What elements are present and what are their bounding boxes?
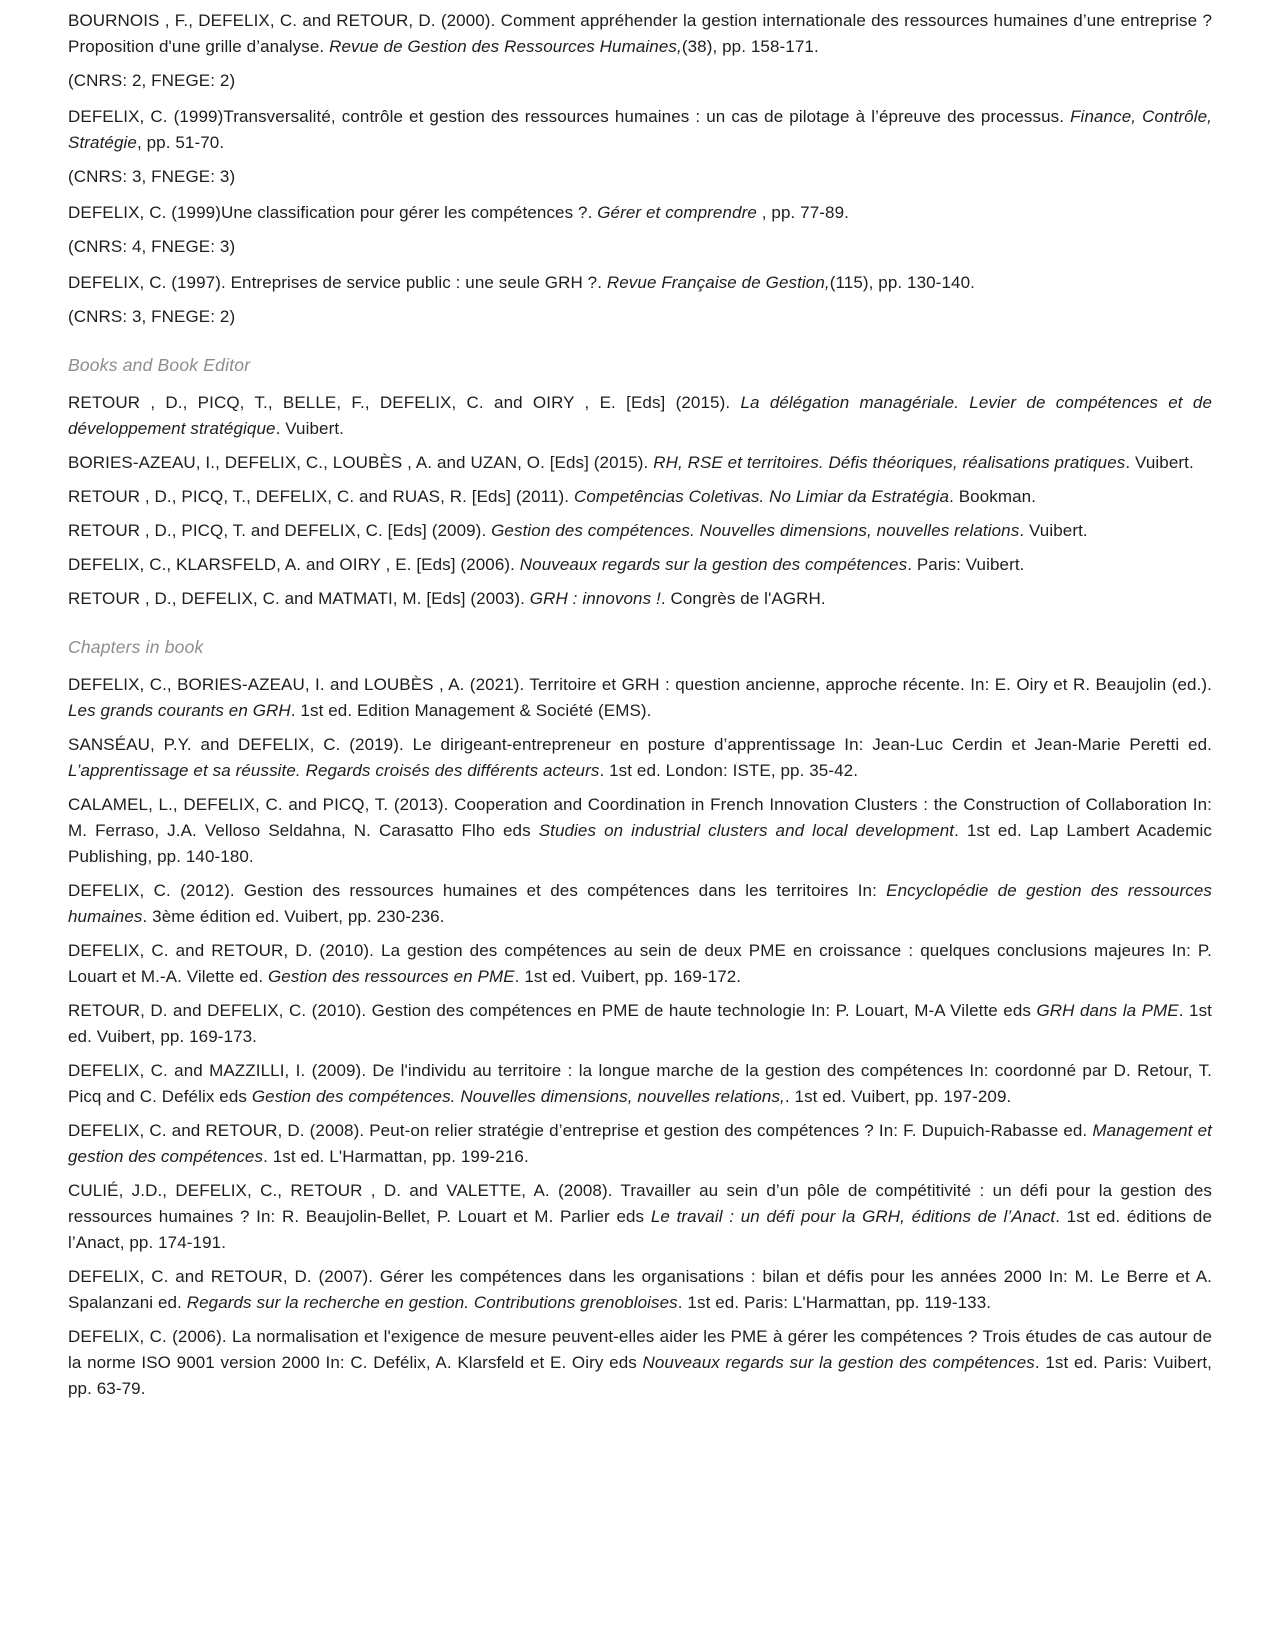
reference-entry	[68, 1118, 1212, 1170]
text-run: SANSÉAU, P.Y. and DEFELIX, C. (2019). Le dirigeant-entrepreneur en posture d’apprentissage In: Jean-Luc Cerdin et Jean-Marie Peretti ed.	[68, 735, 1212, 754]
text-run: RETOUR , D., PICQ, T., BELLE, F., DEFELIX, C. and OIRY , E. [Eds] (2015).	[68, 393, 741, 412]
text-run: CALAMEL, L., DEFELIX, C. and PICQ, T. (2013). Cooperation and Coordination in French Innovation Clusters : the Construction of Collaboration In: M. Ferraso, J.A. Velloso Seldahna, N. Carasatto Flho eds	[68, 795, 1212, 840]
italic-text-run: Encyclopédie de gestion des ressources humaines	[68, 881, 1212, 926]
reference-entry	[68, 1324, 1212, 1402]
reference-entry	[68, 1058, 1212, 1110]
reference-entry	[68, 200, 1212, 226]
text-run: BORIES-AZEAU, I., DEFELIX, C., LOUBÈS , A. and UZAN, O. [Eds] (2015).	[68, 453, 654, 472]
italic-text-run: La délégation managériale. Levier de compétences et de développement stratégique	[68, 393, 1212, 438]
reference-entry	[68, 518, 1212, 544]
text-run: . 1st ed. Paris: Vuibert, pp. 63-79.	[68, 1353, 1212, 1398]
text-run: . 1st ed. Paris: L'Harmattan, pp. 119-133.	[677, 1293, 992, 1312]
text-run: . Congrès de l'AGRH.	[660, 589, 826, 608]
italic-text-run: Le travail : un défi pour la GRH, éditions de l’Anact	[650, 1207, 1056, 1226]
reference-entry	[68, 270, 1212, 296]
text-run: DEFELIX, C., BORIES-AZEAU, I. and LOUBÈS , A. (2021). Territoire et GRH : question ancienne, approche récente. In: E. Oiry et R. Beaujolin (ed.).	[68, 675, 1212, 694]
publications-list	[68, 8, 1212, 1402]
reference-entry	[68, 104, 1212, 156]
text-run: , pp. 51-70.	[136, 133, 225, 152]
text-run: DEFELIX, C. and RETOUR, D. (2007). Gérer les compétences dans les organisations : bilan et défis pour les années 2000 In: M. Le Berre et A. Spalanzani ed.	[68, 1267, 1212, 1312]
italic-text-run: Gestion des compétences. Nouvelles dimensions, nouvelles relations	[491, 521, 1020, 540]
reference-entry	[68, 8, 1212, 60]
reference-entry	[68, 878, 1212, 930]
text-run: , pp. 77-89.	[756, 203, 849, 222]
text-run: DEFELIX, C. and MAZZILLI, I. (2009). De l'individu au territoire : la longue marche de la gestion des compétences In: coordonné par D. Retour, T. Picq and C. Defélix eds	[68, 1061, 1212, 1106]
text-run: . Paris: Vuibert.	[907, 555, 1025, 574]
text-run: RETOUR , D., PICQ, T. and DEFELIX, C. [Eds] (2009).	[68, 521, 492, 540]
text-run: DEFELIX, C., KLARSFELD, A. and OIRY , E. [Eds] (2006).	[68, 555, 520, 574]
section-heading: Chapters in book	[68, 637, 204, 657]
text-run: DEFELIX, C. and RETOUR, D. (2008). Peut-on relier stratégie d’entreprise et gestion des compétences ? In: F. Dupuich-Rabasse ed.	[68, 1121, 1093, 1140]
text-run: . Bookman.	[949, 487, 1037, 506]
text-run: RETOUR, D. and DEFELIX, C. (2010). Gestion des compétences en PME de haute technologie In: P. Louart, M-A Vilette eds	[68, 1001, 1037, 1020]
italic-text-run: RH, RSE et territoires. Défis théoriques, réalisations pratiques	[653, 453, 1126, 472]
italic-text-run: Revue de Gestion des Ressources Humaines,	[329, 37, 682, 56]
text-run: DEFELIX, C. (1999)Une classification pour gérer les compétences ?.	[68, 203, 598, 222]
reference-entry	[68, 998, 1212, 1050]
text-run: DEFELIX, C. (1997). Entreprises de service public : une seule GRH ?.	[68, 273, 607, 292]
italic-text-run: Studies on industrial clusters and local development	[538, 821, 955, 840]
text-run: . Vuibert.	[1125, 453, 1194, 472]
text-run: DEFELIX, C. (1999)Transversalité, contrôle et gestion des ressources humaines : un cas de pilotage à l’épreuve des processus.	[68, 107, 1071, 126]
italic-text-run: Competências Coletivas. No Limiar da Estratégia	[573, 487, 950, 506]
section-heading: Books and Book Editor	[68, 355, 251, 375]
reference-entry	[68, 1178, 1212, 1256]
text-run: . Vuibert.	[1019, 521, 1088, 540]
italic-text-run: L’apprentissage et sa réussite. Regards croisés des différents acteurs	[68, 761, 600, 780]
text-run: . 1st ed. Vuibert, pp. 197-209.	[784, 1087, 1012, 1106]
text-run: (CNRS: 3, FNEGE: 2)	[68, 307, 236, 326]
text-run: DEFELIX, C. (2006). La normalisation et l'exigence de mesure peuvent-elles aider les PME à gérer les compétences ? Trois études de cas autour de la norme ISO 9001 version 2000 In: C. Defélix, A. Klarsfeld et E. Oiry eds	[68, 1327, 1212, 1372]
text-run: . 1st ed. Edition Management & Société (EMS).	[290, 701, 652, 720]
reference-entry	[68, 672, 1212, 724]
text-run: . 1st ed. L'Harmattan, pp. 199-216.	[263, 1147, 529, 1166]
rating-line	[68, 234, 1212, 260]
section-chapters-in-book	[68, 634, 1212, 1402]
text-run: . 3ème édition ed. Vuibert, pp. 230-236.	[142, 907, 445, 926]
reference-entry	[68, 792, 1212, 870]
text-run: RETOUR , D., DEFELIX, C. and MATMATI, M. [Eds] (2003).	[68, 589, 530, 608]
text-run: (CNRS: 2, FNEGE: 2)	[68, 71, 236, 90]
text-run: (CNRS: 4, FNEGE: 3)	[68, 237, 236, 256]
italic-text-run: Nouveaux regards sur la gestion des compétences	[519, 555, 908, 574]
text-run: (38), pp. 158-171.	[681, 37, 819, 56]
text-run: (115), pp. 130-140.	[829, 273, 975, 292]
section-journal-articles-continued	[68, 8, 1212, 330]
italic-text-run: Revue Française de Gestion,	[606, 273, 830, 292]
italic-text-run: Finance, Contrôle, Stratégie	[68, 107, 1212, 152]
text-run: RETOUR , D., PICQ, T., DEFELIX, C. and RUAS, R. [Eds] (2011).	[68, 487, 574, 506]
reference-entry	[68, 586, 1212, 612]
reference-entry	[68, 484, 1212, 510]
reference-entry	[68, 552, 1212, 578]
rating-line	[68, 68, 1212, 94]
italic-text-run: Regards sur la recherche en gestion. Contributions grenobloises	[186, 1293, 678, 1312]
italic-text-run: Management et gestion des compétences	[68, 1121, 1212, 1166]
text-run: (CNRS: 3, FNEGE: 3)	[68, 167, 236, 186]
italic-text-run: GRH : innovons !	[529, 589, 661, 608]
reference-entry	[68, 1264, 1212, 1316]
text-run: CULIÉ, J.D., DEFELIX, C., RETOUR , D. and VALETTE, A. (2008). Travailler au sein d’un pôle de compétitivité : un défi pour la gestion des ressources humaines ? In: R. Beaujolin-Bellet, P. Louart et M. Parlier eds	[68, 1181, 1212, 1226]
text-run: BOURNOIS , F., DEFELIX, C. and RETOUR, D. (2000). Comment appréhender la gestion internationale des ressources humaines d’une entreprise ? Proposition d'une grille d’analyse.	[68, 11, 1212, 56]
text-run: . Vuibert.	[275, 419, 344, 438]
rating-line	[68, 304, 1212, 330]
rating-line	[68, 164, 1212, 190]
italic-text-run: Gérer et comprendre	[597, 203, 757, 222]
reference-entry	[68, 450, 1212, 476]
italic-text-run: GRH dans la PME	[1036, 1001, 1179, 1020]
text-run: . 1st ed. London: ISTE, pp. 35-42.	[599, 761, 859, 780]
text-run: . 1st ed. éditions de l’Anact, pp. 174-191.	[68, 1207, 1213, 1252]
text-run: . 1st ed. Lap Lambert Academic Publishing, pp. 140-180.	[68, 821, 1212, 866]
text-run: . 1st ed. Vuibert, pp. 169-172.	[514, 967, 742, 986]
italic-text-run: Gestion des ressources en PME	[267, 967, 515, 986]
italic-text-run: Nouveaux regards sur la gestion des compétences	[642, 1353, 1035, 1372]
text-run: . 1st ed. Vuibert, pp. 169-173.	[68, 1001, 1212, 1046]
text-run: DEFELIX, C. (2012). Gestion des ressources humaines et des compétences dans les territoires In:	[68, 881, 887, 900]
text-run: DEFELIX, C. and RETOUR, D. (2010). La gestion des compétences au sein de deux PME en croissance : quelques conclusions majeures In: P. Louart et M.-A. Vilette ed.	[68, 941, 1212, 986]
italic-text-run: Gestion des compétences. Nouvelles dimensions, nouvelles relations,	[251, 1087, 785, 1106]
reference-entry	[68, 732, 1212, 784]
section-books-and-book-editor	[68, 352, 1212, 612]
reference-entry	[68, 390, 1212, 442]
italic-text-run: Les grands courants en GRH	[68, 701, 291, 720]
reference-entry	[68, 938, 1212, 990]
